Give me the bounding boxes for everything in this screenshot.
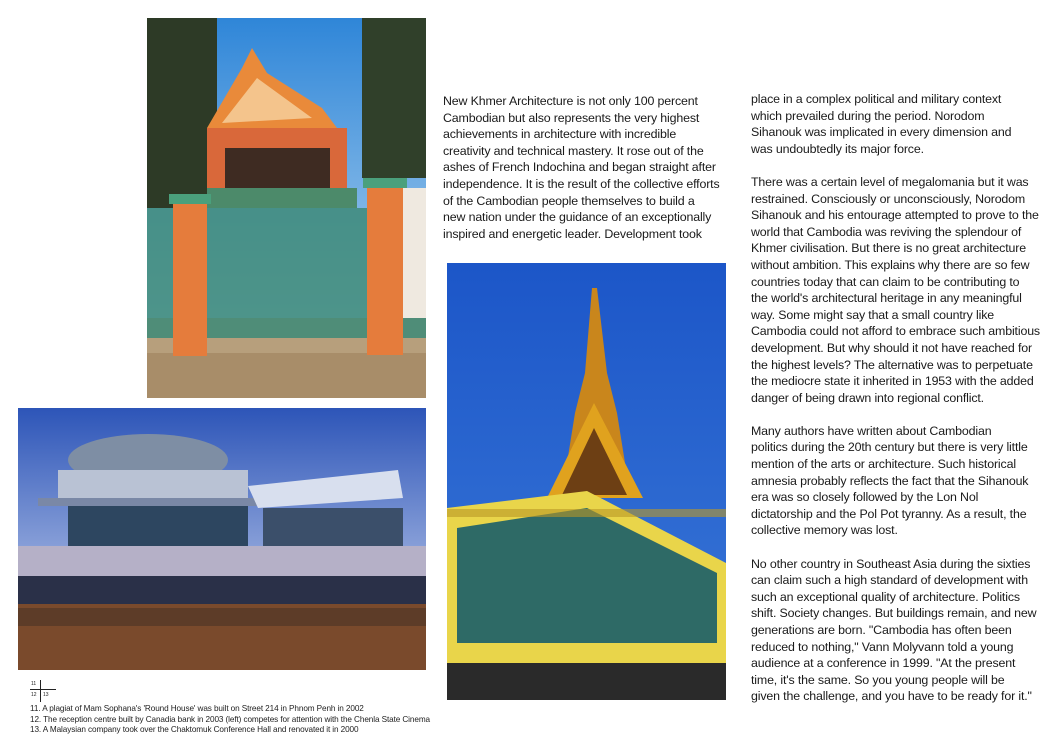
text-line: time, it's the same. So you young people will be <box>751 672 1005 687</box>
text-line: Cambodia could not afford to embrace such ambitious <box>751 324 1040 339</box>
key-number-13: 13 <box>43 692 49 698</box>
photo-chaktomuk-hall <box>447 263 726 700</box>
text-line: era was so closely followed by the Lon Nol <box>751 490 979 505</box>
caption-12: 12. The reception centre built by Canadia bank in 2003 (left) competes for attention with the Chenla State Cinema <box>30 714 430 724</box>
text-line: place in a complex political and military context <box>751 92 1002 106</box>
text-line: without ambition. This explains why there are so few <box>751 257 1030 272</box>
text-line: inspired and energetic leader. Development took <box>443 226 702 241</box>
text-line: There was a certain level of megalomania but it was <box>751 174 1029 189</box>
body-text-column-2 <box>751 91 1051 722</box>
text-line: such an exceptional quality of architecture. Politics <box>751 589 1020 604</box>
text-line: generations are born. "Cambodia has often been <box>751 623 1012 637</box>
text-line: achievements in architecture with incredible <box>443 127 677 142</box>
text-line: audience at a conference in 1999. "At the present <box>751 656 1016 671</box>
text-line: No other country in Southeast Asia during the sixties <box>751 556 1031 571</box>
text-line: countries today that can claim to be contributing to <box>751 274 1020 289</box>
text-line: Sihanouk was implicated in every dimension and <box>751 125 1012 140</box>
text-line: ashes of French Indochina and began straight after <box>443 160 716 175</box>
text-line: restrained. Consciously or unconsciously, Norodom <box>751 191 1026 206</box>
text-line: Sihanouk and his entourage attempted to prove to the <box>751 208 1039 223</box>
caption-13: 13. A Malaysian company took over the Chaktomuk Conference Hall and renovated it in 2000 <box>30 725 359 735</box>
text-line: dictatorship and the Pol Pot tyranny. As a result, the <box>751 506 1027 521</box>
text-line: way. Some might say that a small country like <box>751 307 994 322</box>
text-line: development. But why should it not have reached for <box>751 340 1032 355</box>
text-line: amnesia probably reflects the fact that the Sihanouk <box>751 473 1029 488</box>
text-line: Many authors have written about Cambodian <box>751 423 992 438</box>
key-divider-vertical <box>40 680 41 702</box>
paragraph <box>751 91 1051 157</box>
text-line: world that Cambodia was reviving the splendour of <box>751 224 1022 239</box>
photo-number-key <box>30 680 56 702</box>
text-line: creativity and technical mastery. It rose out of the <box>443 143 704 158</box>
text-line: the world's architectural heritage in any meaningful <box>751 291 1022 306</box>
text-line: Khmer civilisation. But there is no great architecture <box>751 241 1026 256</box>
paragraph <box>751 174 1051 406</box>
key-number-11: 11 <box>31 681 37 687</box>
text-line: the highest levels? The alternative was to perpetuate <box>751 357 1033 372</box>
text-line: mention of the arts or architecture. Such historical <box>751 457 1016 472</box>
key-divider-horizontal <box>30 689 56 690</box>
key-number-12: 12 <box>31 692 37 698</box>
text-line: reduced to nothing," Vann Molyvann told a young <box>751 639 1014 654</box>
paragraph <box>751 556 1051 705</box>
text-line: independence. It is the result of the collective efforts <box>443 176 720 191</box>
text-line: Cambodian but also represents the very highest <box>443 110 700 125</box>
text-line: can claim such a high standard of development with <box>751 573 1028 588</box>
text-line: of the Cambodian people themselves to build a <box>443 193 695 208</box>
text-line: politics during the 20th century but there is very little <box>751 440 1028 455</box>
photo-round-house <box>147 18 426 398</box>
text-line: which prevailed during the period. Norodom <box>751 108 985 123</box>
photo-captions <box>30 704 510 736</box>
text-line: collective memory was lost. <box>751 523 898 538</box>
text-line: the mediocre state it inherited in 1953 with the added <box>751 374 1034 389</box>
paragraph <box>443 93 733 242</box>
text-line: new nation under the guidance of an exceptionally <box>443 210 712 225</box>
caption-11: 11. A plagiat of Mam Sophana's 'Round House' was built on Street 214 in Phnom Penh in 2002 <box>30 704 364 713</box>
text-line: danger of being drawn into regional conflict. <box>751 390 984 405</box>
photo-reception-centre <box>18 408 426 670</box>
body-text-column-1 <box>443 93 733 259</box>
text-line: was undoubtedly its major force. <box>751 141 924 156</box>
text-line: New Khmer Architecture is not only 100 percent <box>443 94 698 108</box>
paragraph <box>751 423 1051 539</box>
text-line: given the challenge, and you have to be ready for it." <box>751 689 1032 704</box>
text-line: shift. Society changes. But buildings remain, and new <box>751 606 1037 621</box>
